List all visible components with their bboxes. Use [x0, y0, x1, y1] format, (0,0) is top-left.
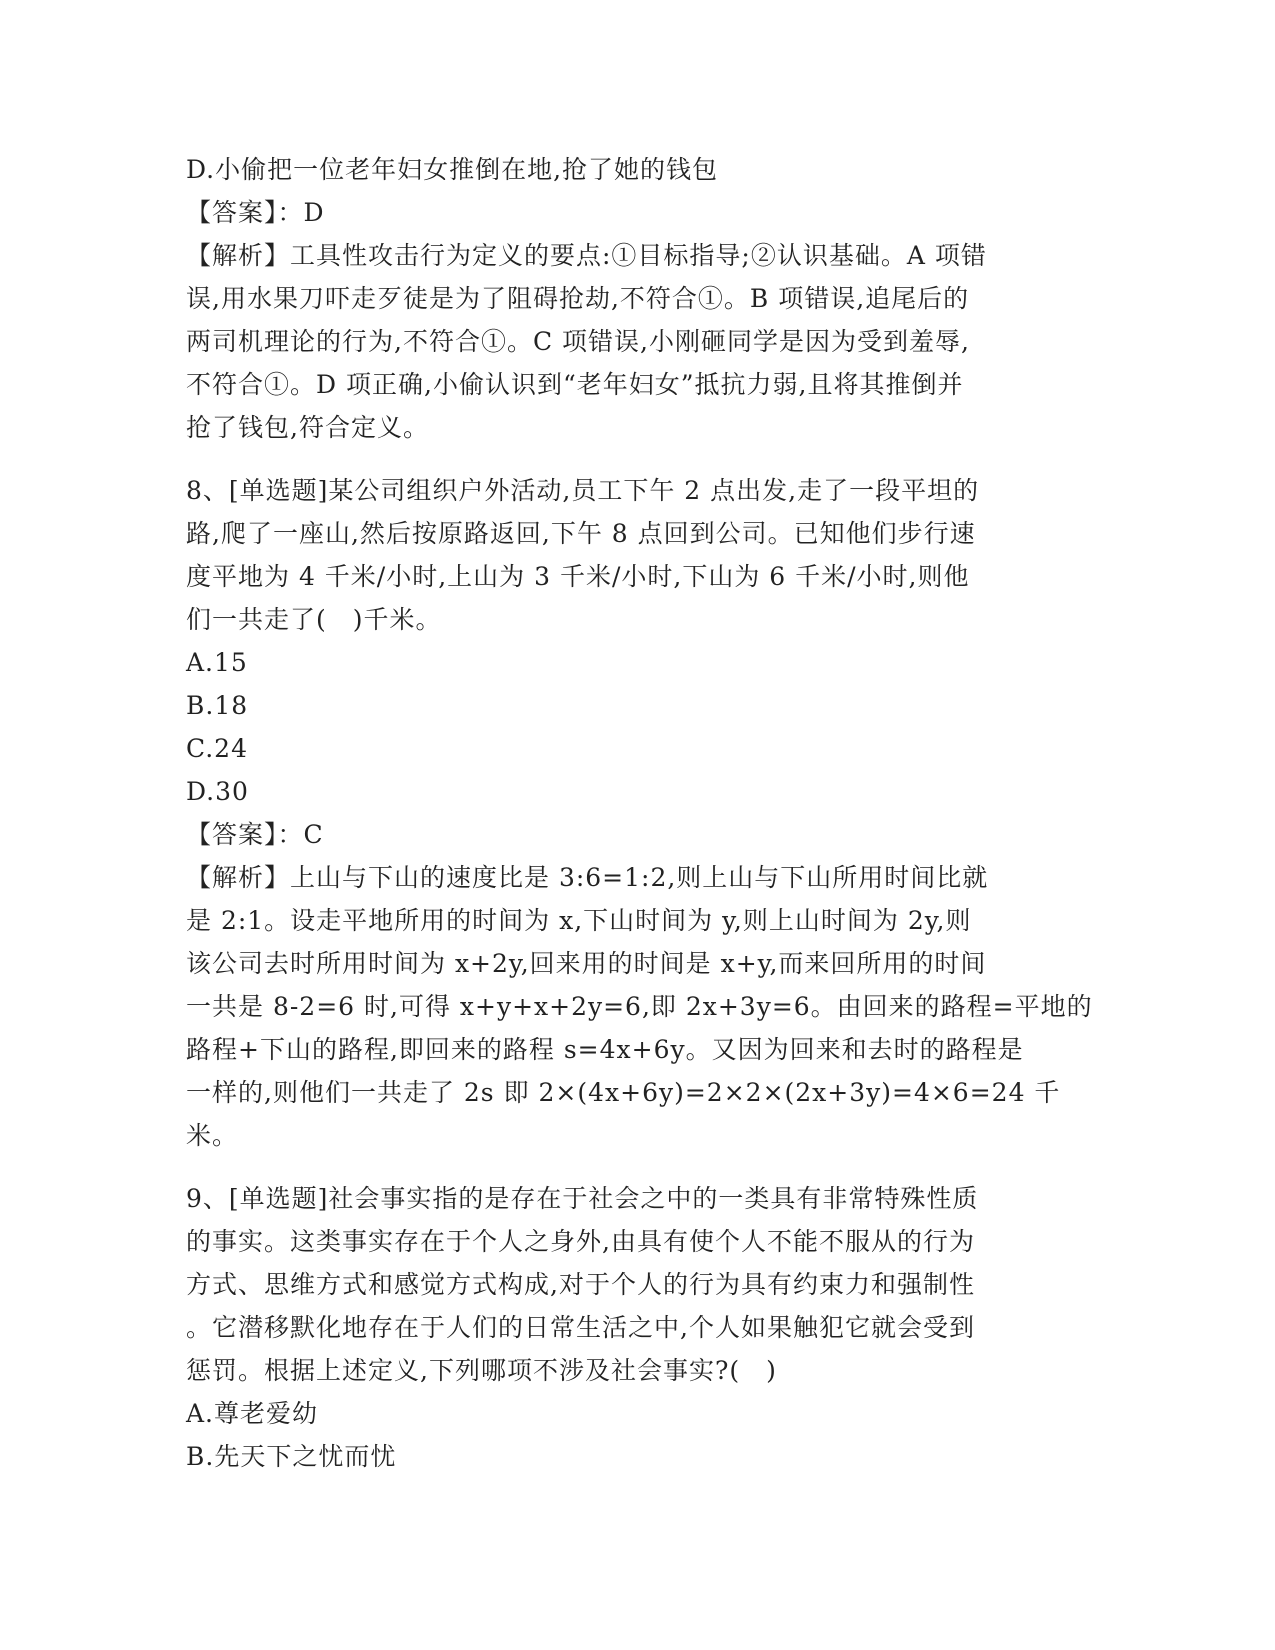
- explanation-line: 一样的,则他们一共走了 2s 即 2×(4x+6y)=2×2×(2x+3y)=4×6=24 千: [186, 1078, 1061, 1107]
- option-d: D.30: [186, 777, 249, 806]
- explanation-line: 不符合①。D 项正确,小偷认识到“老年妇女”抵抗力弱,且将其推倒并: [186, 370, 964, 399]
- explanation-line: 该公司去时所用时间为 x+2y,回来用的时间是 x+y,而来回所用的时间: [186, 949, 987, 978]
- spacer: [186, 1157, 1086, 1177]
- explanation-line: 路程+下山的路程,即回来的路程 s=4x+6y。又因为回来和去时的路程是: [186, 1035, 1024, 1064]
- question-stem-line: 8、[单选题]某公司组织户外活动,员工下午 2 点出发,走了一段平坦的: [186, 476, 980, 505]
- question-stem-line: 。它潜移默化地存在于人们的日常生活之中,个人如果触犯它就会受到: [186, 1313, 975, 1342]
- explanation-line: 一共是 8-2=6 时,可得 x+y+x+2y=6,即 2x+3y=6。由回来的路程=平地的: [186, 992, 1093, 1021]
- question-stem-line: 9、[单选题]社会事实指的是存在于社会之中的一类具有非常特殊性质: [186, 1184, 979, 1213]
- question-stem-line: 惩罚。根据上述定义,下列哪项不涉及社会事实?( ): [186, 1356, 777, 1385]
- question-8: [186, 469, 1093, 1157]
- question-stem-line: 的事实。这类事实存在于个人之身外,由具有使个人不能不服从的行为: [186, 1227, 975, 1256]
- option-a: A.15: [186, 648, 248, 677]
- option-a: A.尊老爱幼: [186, 1399, 319, 1428]
- document-page: [186, 148, 1093, 1478]
- explanation-line: 【解析】工具性攻击行为定义的要点:①目标指导;②认识基础。A 项错: [186, 241, 987, 270]
- question-7-tail: [186, 148, 1086, 449]
- explanation-line: 是 2:1。设走平地所用的时间为 x,下山时间为 y,则上山时间为 2y,则: [186, 906, 972, 935]
- question-stem-line: 方式、思维方式和感觉方式构成,对于个人的行为具有约束力和强制性: [186, 1270, 975, 1299]
- option-d: D.小偷把一位老年妇女推倒在地,抢了她的钱包: [186, 155, 719, 184]
- question-stem-line: 们一共走了( )千米。: [186, 605, 442, 634]
- explanation-line: 米。: [186, 1121, 239, 1150]
- question-stem-line: 路,爬了一座山,然后按原路返回,下午 8 点回到公司。已知他们步行速: [186, 519, 976, 548]
- explanation-line: 【解析】上山与下山的速度比是 3:6=1:2,则上山与下山所用时间比就: [186, 863, 989, 892]
- option-c: C.24: [186, 734, 248, 763]
- explanation-line: 误,用水果刀吓走歹徒是为了阻碍抢劫,不符合①。B 项错误,追尾后的: [186, 284, 970, 313]
- option-b: B.先天下之忧而忧: [186, 1442, 397, 1471]
- explanation-line: 抢了钱包,符合定义。: [186, 413, 429, 442]
- answer: 【答案】：D: [186, 198, 325, 227]
- question-9: [186, 1177, 1086, 1478]
- answer: 【答案】：C: [186, 820, 324, 849]
- spacer: [186, 449, 1086, 469]
- explanation-line: 两司机理论的行为,不符合①。C 项错误,小刚砸同学是因为受到羞辱,: [186, 327, 970, 356]
- question-stem-line: 度平地为 4 千米/小时,上山为 3 千米/小时,下山为 6 千米/小时,则他: [186, 562, 970, 591]
- option-b: B.18: [186, 691, 249, 720]
